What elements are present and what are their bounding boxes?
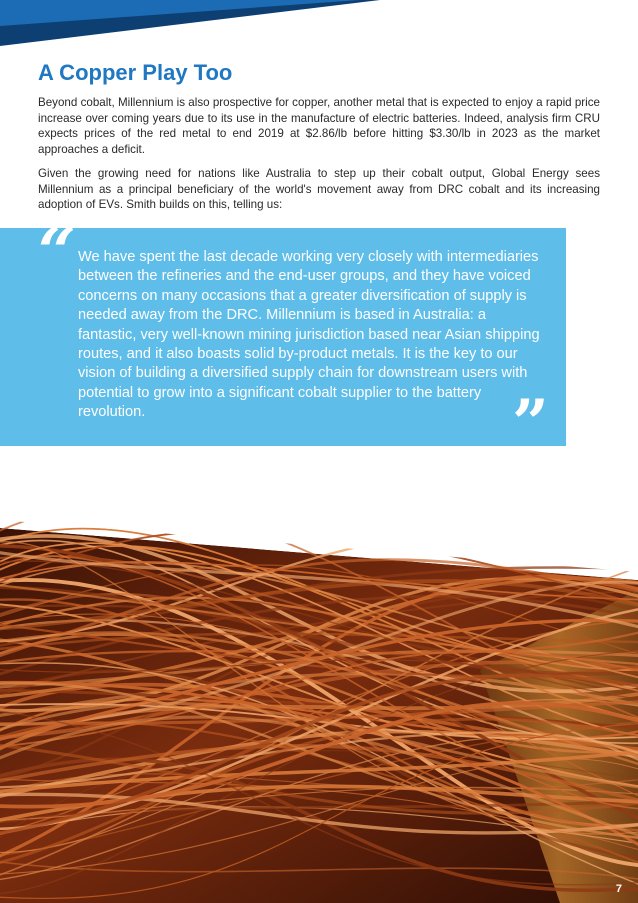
body-paragraph-1: Beyond cobalt, Millennium is also prospective for copper, another metal that is expected to enjoy a rapid price increase over coming years due to its use in the manufacture of electric batteries. Indeed, analysis firm CRU expects prices of the red metal to end 2019 at $2.86/lb before hitting $3.30/lb in 2023 as the market approaches a deficit. bbox=[38, 96, 600, 156]
section-heading: A Copper Play Too bbox=[38, 60, 233, 85]
page-number: 7 bbox=[615, 883, 622, 895]
body-paragraph-2: Given the growing need for nations like Australia to step up their cobalt output, Global Energy sees Millennium as a principal beneficiary of the world's movement away from DRC cobalt and its increasing adoption of EVs. Smith builds on this, telling us: bbox=[38, 167, 600, 212]
open-quote-mark: “ bbox=[38, 213, 76, 291]
top-stripe-decoration bbox=[0, 0, 638, 52]
pull-quote-text: We have spent the last decade working very closely with intermediaries between the refineries and the end-user groups, and they have voiced concerns on many occasions that a greater diversification of supply is needed away from the DRC. Millennium is based in Australia: a fantastic, very well-known mining jurisdiction based near Asian shipping routes, and it also boasts solid by-product metals. It is the key to our vision of building a diversified supply chain for downstream users with potential to grow into a significant cobalt supplier to the battery revolution. bbox=[78, 249, 540, 421]
close-quote-mark: ” bbox=[512, 386, 549, 461]
copper-wire-photo bbox=[0, 520, 638, 903]
